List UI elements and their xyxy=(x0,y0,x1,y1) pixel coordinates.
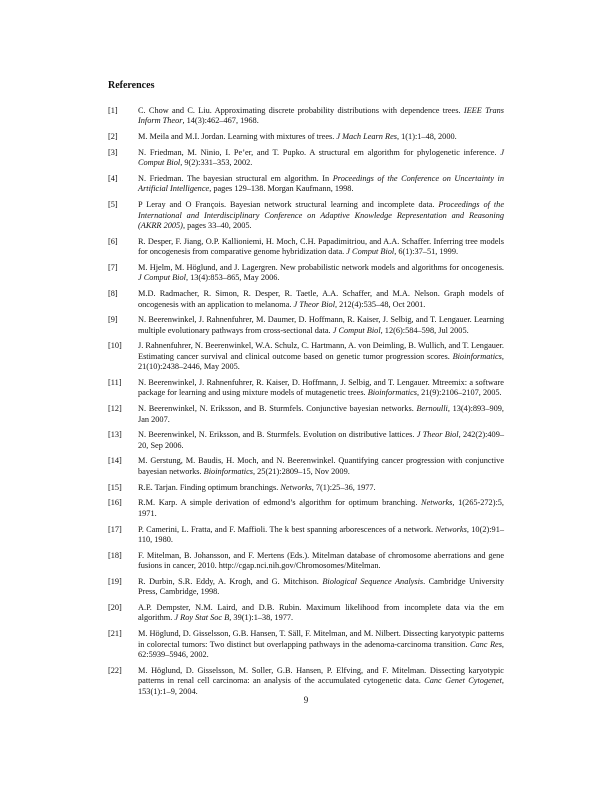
reference-details: , 7(1):25–36, 1977. xyxy=(311,482,376,492)
reference-authors-title: N. Friedman, M. Ninio, I. Pe’er, and T. Pupko. A structural em algorithm for phylogenetic inference. xyxy=(138,147,501,157)
reference-authors-title: P Leray and O François. Bayesian network structural learning and incomplete data. xyxy=(138,200,439,210)
reference-authors-title: M.D. Radmacher, R. Simon, R. Desper, R. Taetle, A.A. Schaffer, and M.A. Nelson. Graph models of oncogenesis with an application to melanoma. xyxy=(138,289,504,309)
reference-text xyxy=(138,148,504,167)
reference-text xyxy=(138,263,504,282)
reference-text xyxy=(138,629,504,659)
reference-venue: Proceedings of the Conference on Uncertainty in Artificial Intelligence xyxy=(138,174,504,194)
reference-details: . Cambridge University Press, Cambridge, 1998. xyxy=(138,576,504,597)
reference-details: , 1(265-272):5, 1971. xyxy=(138,498,504,518)
reference-details: , 21(9):2106–2107, 2005. xyxy=(417,388,502,398)
reference-number: [11] xyxy=(108,377,122,387)
reference-authors-title: A.P. Dempster, N.M. Laird, and D.B. Rubin. Maximum likelihood from incomplete data via the em algorithm. xyxy=(138,602,504,623)
reference-venue: Proceedings of the International and Interdisciplinary Conference on Adaptive Knowledge Representation and Reasoning (AKRR 2005) xyxy=(138,200,505,231)
reference-venue: Canc Genet Cytogenet xyxy=(424,676,502,686)
reference-item xyxy=(108,174,504,195)
reference-number: [5] xyxy=(108,200,118,210)
reference-details: , 9(2):331–353, 2002. xyxy=(180,158,253,168)
reference-text xyxy=(138,132,457,141)
reference-text xyxy=(138,174,504,193)
reference-authors-title: N. Beerenwinkel, J. Rahnenfuhrer, M. Daumer, D. Hoffmann, R. Kaiser, J. Selbig, and T. Lengauer. Learning multiple evolutionary pathways from cross-sectional data. xyxy=(138,315,504,335)
reference-item xyxy=(108,456,504,477)
reference-text xyxy=(138,498,504,517)
reference-authors-title: R. Durbin, S.R. Eddy, A. Krogh, and G. Mitchison. xyxy=(138,576,323,586)
reference-venue: Biological Sequence Analysis xyxy=(322,576,424,586)
reference-details: , pages 33–40, 2005. xyxy=(182,221,252,231)
reference-item xyxy=(108,603,504,624)
reference-number: [12] xyxy=(108,404,122,414)
reference-authors-title: M. Meila and M.I. Jordan. Learning with mixtures of trees. xyxy=(138,132,337,142)
reference-item xyxy=(108,341,504,372)
reference-text xyxy=(138,315,504,334)
reference-number: [14] xyxy=(108,456,122,466)
reference-authors-title: M. Höglund, D. Gisselsson, M. Soller, G.B. Hansen, P. Elfving, and F. Mitelman. Dissecting karyotypic patterns in renal cell carcinoma: an analysis of the accumulated cytogenetic data. xyxy=(138,665,504,686)
reference-item xyxy=(108,315,504,336)
reference-text xyxy=(138,378,504,397)
reference-details: , 1(1):1–48, 2000. xyxy=(397,132,457,142)
reference-venue: J Comput Biol xyxy=(332,325,381,335)
reference-item xyxy=(108,200,504,231)
section-title: References xyxy=(108,80,155,91)
reference-number: [9] xyxy=(108,315,118,325)
reference-details: , 153(1):1–9, 2004. xyxy=(138,676,504,696)
reference-item xyxy=(108,263,504,284)
reference-authors-title: N. Beerenwinkel, N. Eriksson, and B. Sturmfels. Evolution on distributive lattices. xyxy=(138,430,417,440)
reference-number: [1] xyxy=(108,106,118,115)
reference-text xyxy=(138,666,504,696)
reference-details: , pages 129–138. Morgan Kaufmann, 1998. xyxy=(209,184,354,194)
reference-details: , 21(10):2438–2446, May 2005. xyxy=(138,351,504,372)
reference-authors-title: R.M. Karp. A simple derivation of edmond’s algorithm for optimum branching. xyxy=(138,498,422,508)
reference-authors-title: F. Mitelman, B. Johansson, and F. Mertens (Eds.). Mitelman database of chromosome aberrations and gene fusions in cancer, 2010. http://cgap.nci.nih.gov/Chromosomes/Mitelman. xyxy=(138,550,504,571)
reference-details: , 12(6):584–598, Jul 2005. xyxy=(380,325,469,335)
reference-venue: Canc Res xyxy=(469,639,502,649)
reference-item xyxy=(108,551,504,572)
reference-venue: Networks xyxy=(435,524,467,534)
reference-number: [3] xyxy=(108,147,118,157)
reference-number: [16] xyxy=(108,498,122,508)
reference-venue: J Comput Biol xyxy=(138,147,504,168)
reference-authors-title: C. Chow and C. Liu. Approximating discrete probability distributions with dependence trees. xyxy=(138,106,464,115)
reference-text xyxy=(138,106,504,125)
reference-item xyxy=(108,404,504,425)
reference-text xyxy=(138,456,504,475)
reference-item xyxy=(108,525,504,546)
reference-venue: Bioinformatics xyxy=(203,466,253,476)
reference-authors-title: M. Gerstung, M. Baudis, H. Moch, and N. Beerenwinkel. Quantifying cancer progression with conjunctive bayesian networks. xyxy=(138,456,504,476)
reference-number: [15] xyxy=(108,482,122,492)
reference-item xyxy=(108,577,504,598)
reference-item xyxy=(108,483,504,493)
reference-details: , 6(1):37–51, 1999. xyxy=(394,247,459,257)
reference-authors-title: J. Rahnenfuhrer, N. Beerenwinkel, W.A. Schulz, C. Hartmann, A. von Deimling, B. Wullich, and T. Lengauer. Estimating cancer survival and clinical outcome based on genetic tumor progression scores. xyxy=(138,341,504,361)
reference-text xyxy=(138,237,504,256)
reference-authors-title: R. Desper, F. Jiang, O.P. Kallioniemi, H. Moch, C.H. Papadimitriou, and A.A. Schaffer. Inferring tree models for oncogenesis from comparative genome hybridization data. xyxy=(138,236,504,257)
reference-venue: Bernoulli xyxy=(416,404,448,414)
reference-details: , 25(21):2809–15, Nov 2009. xyxy=(253,466,350,476)
reference-number: [21] xyxy=(108,629,122,639)
reference-item xyxy=(108,289,504,310)
reference-item xyxy=(108,629,504,660)
reference-venue: Networks xyxy=(421,498,453,508)
reference-venue: J Comput Biol xyxy=(346,247,395,257)
reference-authors-title: N. Beerenwinkel, N. Eriksson, and B. Sturmfels. Conjunctive bayesian networks. xyxy=(138,404,417,414)
reference-details: , 39(1):1–38, 1977. xyxy=(229,613,294,623)
reference-number: [19] xyxy=(108,576,122,586)
reference-authors-title: P. Camerini, L. Fratta, and F. Maffioli. The k best spanning arborescences of a network. xyxy=(138,524,436,534)
reference-details: , 10(2):91–110, 1980. xyxy=(138,524,505,544)
reference-number: [8] xyxy=(108,289,118,299)
page-number: 9 xyxy=(303,695,309,705)
reference-item xyxy=(108,666,504,697)
reference-number: [7] xyxy=(108,262,118,272)
reference-text xyxy=(138,289,504,308)
reference-details: , 14(3):462–467, 1968. xyxy=(182,116,259,126)
reference-number: [22] xyxy=(108,665,122,675)
reference-details: , 242(2):409–20, Sep 2006. xyxy=(138,430,504,450)
reference-authors-title: N. Friedman. The bayesian structural em algorithm. In xyxy=(138,174,333,184)
reference-details: , 212(4):535–48, Oct 2001. xyxy=(335,299,426,309)
reference-item xyxy=(108,237,504,258)
reference-number: [2] xyxy=(108,132,118,142)
reference-venue: J Comput Biol xyxy=(138,273,186,283)
reference-text xyxy=(138,200,504,230)
reference-details: , 13(4):893–909, Jan 2007. xyxy=(138,404,504,424)
reference-text xyxy=(138,341,504,371)
reference-details: , 13(4):853–865, May 2006. xyxy=(185,273,280,283)
reference-text xyxy=(138,483,376,492)
reference-list xyxy=(108,106,504,702)
reference-item xyxy=(108,106,504,127)
reference-authors-title: M. Hjelm, M. Höglund, and J. Lagergren. New probabilistic network models and algorithms for oncogenesis. xyxy=(138,262,504,272)
reference-number: [18] xyxy=(108,550,122,560)
reference-number: [4] xyxy=(108,174,118,184)
reference-venue: J Roy Stat Soc B xyxy=(174,613,230,623)
reference-number: [10] xyxy=(108,341,122,351)
reference-venue: Bioinformatics xyxy=(367,388,418,398)
reference-venue: J Theor Biol xyxy=(416,430,459,440)
reference-number: [17] xyxy=(108,524,122,534)
reference-venue: Networks xyxy=(280,482,312,492)
reference-item xyxy=(108,148,504,169)
reference-venue: IEEE Trans Inform Theor xyxy=(138,106,504,126)
reference-authors-title: N. Beerenwinkel, J. Rahnenfuhrer, R. Kaiser, D. Hoffmann, J. Selbig, and T. Lengauer. Mtreemix: a software package for learning and using mixture models of mutagenetic trees. xyxy=(138,377,504,398)
reference-text xyxy=(138,577,504,596)
reference-number: [13] xyxy=(108,430,122,440)
reference-text xyxy=(138,525,504,544)
reference-venue: Bioinformatics xyxy=(452,351,502,361)
reference-number: [20] xyxy=(108,602,122,612)
reference-item xyxy=(108,378,504,399)
reference-text xyxy=(138,551,504,570)
reference-details: , 62:5939–5946, 2002. xyxy=(138,639,504,659)
reference-item xyxy=(108,430,504,451)
reference-authors-title: M. Höglund, D. Gisselsson, G.B. Hansen, T. Säll, F. Mitelman, and M. Nilbert. Dissecting karyotypic patterns in colorectal tumors: Two distinct but overlapping pathways in the adenoma-carcinoma transition. xyxy=(138,629,504,649)
reference-number: [6] xyxy=(108,236,118,246)
reference-text xyxy=(138,603,504,622)
reference-text xyxy=(138,430,504,449)
reference-venue: J Theor Biol xyxy=(293,299,336,309)
reference-item xyxy=(108,498,504,519)
reference-item xyxy=(108,132,504,142)
reference-text xyxy=(138,404,504,423)
reference-venue: J Mach Learn Res xyxy=(336,132,397,142)
reference-authors-title: R.E. Tarjan. Finding optimum branchings. xyxy=(138,482,281,492)
